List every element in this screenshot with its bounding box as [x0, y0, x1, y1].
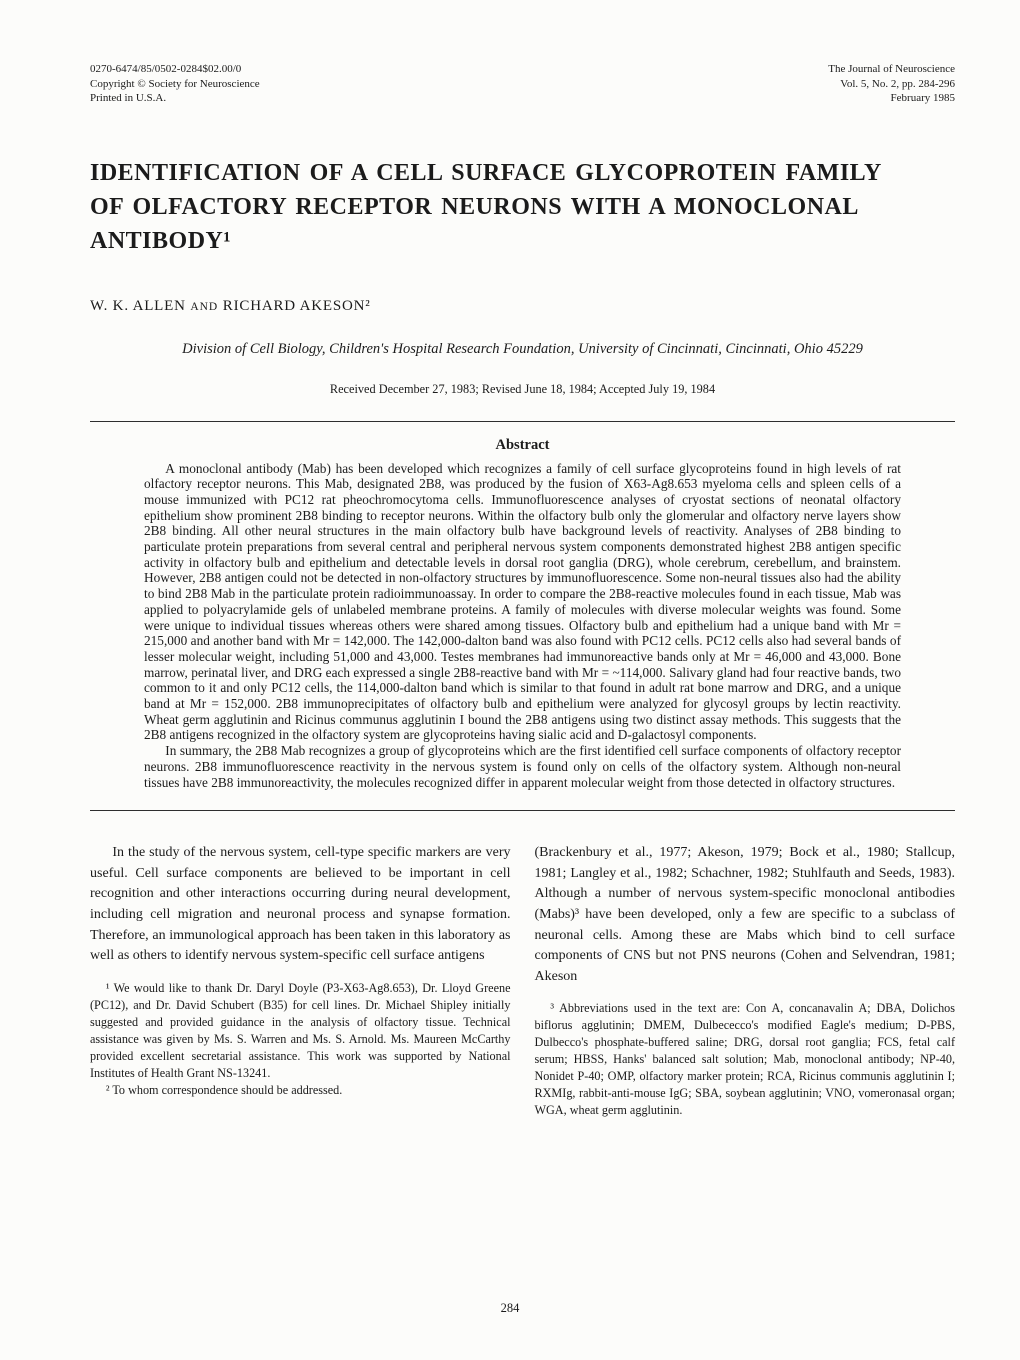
received-dates-line: Received December 27, 1983; Revised June 18, 1984; Accepted July 19, 1984	[329, 381, 716, 396]
body-column-left	[90, 843, 511, 1119]
journal-volume: Vol. 5, No. 2, pp. 284-296	[840, 77, 955, 90]
article-title	[90, 156, 955, 258]
body-column-right	[535, 843, 956, 1119]
abstract-section	[90, 461, 955, 791]
authors-connector: AND	[190, 300, 219, 313]
affiliation-line: Division of Cell Biology, Children's Hospital Research Foundation, University of Cincinnati, Cincinnati, Ohio 45229	[182, 340, 863, 357]
copyright-notice: Copyright © Society for Neuroscience	[90, 77, 260, 90]
footnotes-right	[535, 1000, 956, 1119]
author-first: W. K. ALLEN	[90, 297, 186, 314]
footnote-2: ² To whom correspondence should be addressed.	[105, 1082, 343, 1097]
body-paragraph-right: (Brackenbury et al., 1977; Akeson, 1979; Bock et al., 1980; Stallcup, 1981; Langley et al., 1982; Schachner, 1982; Stuhlfauth and Seeds, 1983). Although a number of nervous system-specific monoclonal antibodies (Mabs)³ have been developed, only a few are specific to a subclass of neuronal cells. Among these are Mabs which bind to cell surface components of CNS but not PNS neurons (Cohen and Selvendran, 1981; Akeson	[534, 845, 955, 984]
page-header	[90, 62, 955, 106]
footnote-3: ³ Abbreviations used in the text are: Con A, concanavalin A; DBA, Dolichos biflorus agglutinin; DMEM, Dulbececco's modified Eagle's medium; D-PBS, Dulbecco's phosphate-buffered saline; DRG, dorsal root ganglia; FCS, fetal calf serum; HBSS, Hanks' balanced salt solution; Mab, monoclonal antibody; NP-40, Nonidet P-40; OMP, olfactory marker protein; RCA, Ricinus communis agglutinin I; RXMIg, rabbit-anti-mouse IgG; SBA, soybean agglutinin; VNO, vomeronasal organ; WGA, wheat germ agglutinin.	[534, 1001, 955, 1118]
page-number: 284	[500, 1301, 520, 1315]
journal-name: The Journal of Neuroscience	[828, 63, 955, 75]
header-right-block	[828, 62, 955, 106]
issn-code: 0270-6474/85/0502-0284$02.00/0	[90, 63, 242, 75]
footnotes-left	[90, 980, 511, 1099]
divider-below-abstract	[90, 810, 955, 811]
journal-issue-date: February 1985	[890, 92, 955, 104]
header-left-block	[90, 62, 260, 106]
footnote-1: ¹ We would like to thank Dr. Daryl Doyle (P3-X63-Ag8.653), Dr. Lloyd Greene (PC12), and Dr. David Schubert (B35) for cell lines. Dr. Michael Shipley initially suggested and provided guidance in the analysis of olfactory tissue. Technical assistance was given by Ms. S. Warren and Ms. S. Arnold. Ms. Maureen McCarthy provided excellent secretarial assistance. This work was supported by National Institutes of Health Grant NS-13241.	[90, 980, 511, 1080]
author-second: RICHARD AKESON²	[222, 297, 371, 314]
printed-notice: Printed in U.S.A.	[90, 92, 167, 104]
body-paragraph-left: In the study of the nervous system, cell-type specific markers are very useful. Cell surface components are believed to be important in cell recognition and other interactions occurring during neural development, including cell migration and neuronal process and synapse formation. Therefore, an immunological approach has been taken in this laboratory as well as others to identify nervous system-specific cell surface antigens	[90, 845, 511, 964]
divider-above-abstract	[90, 421, 955, 422]
abstract-paragraph-1: A monoclonal antibody (Mab) has been developed which recognizes a family of cell surface glycoproteins found in high levels of rat olfactory receptor neurons. This Mab, designated 2B8, was produced by the fusion of X63-Ag8.653 myeloma cells and spleen cells of a mouse immunized with PC12 rat pheochromocytoma cells. Immunofluorescence analyses of cryostat sections of neonatal olfactory epithelium show prominent 2B8 binding to receptor neurons. Within the olfactory bulb only the glomerular and olfactory nerve layers show 2B8 binding. All other neural structures in the main olfactory bulb have background levels of reactivity. Analyses of 2B8 binding to particulate protein preparations from several central and peripheral nervous system components demonstrated highest 2B8 antigen specific activity in olfactory bulb and epithelium and detectable levels in dorsal root ganglia (DRG), whole cerebrum, cerebellum, and brainstem. However, 2B8 antigen could not be detected in non-olfactory structures by immunofluorescence. Some non-neural tissues also had the ability to bind 2B8 Mab in the particulate protein radioimmunoassay. In order to compare the 2B8-reactive molecules found in each tissue, Mab was applied to polyacrylamide gels of unlabeled membrane proteins. A family of molecules with diverse molecular weights was found. Some were unique to individual tissues whereas others were shared among tissues. Olfactory bulb and epithelium had a unique band with Mr = 215,000 and another band with Mr = 142,000. The 142,000-dalton band was also found with PC12 cells. PC12 cells also had several bands of lesser molecular weight, including 51,000 and 43,000. Testes membranes had immunoreactive bands only at Mr = 46,000 and 43,000. Bone marrow, perinatal liver, and DRG each expressed a single 2B8-reactive band with Mr = ~114,000. Salivary gland had four reactive bands, two common to it and only PC12 cells, the 114,000-dalton band which is similar to that found in adult rat bone marrow and DRG, and a unique band at Mr = 152,000. 2B8 immunoprecipitates of olfactory bulb and epithelium were analyzed for glycosyl groups by lectin reactivity. Wheat germ agglutinin and Ricinus communus agglutinin I bound the 2B8 antigens using two distinct assay methods. This suggests that the 2B8 antigens recognized in the olfactory system are glycoproteins having sialic acid and D-galactosyl components.	[144, 460, 901, 743]
abstract-paragraph-2: In summary, the 2B8 Mab recognizes a group of glycoproteins which are the first identified cell surface components of olfactory receptor neurons. 2B8 immunofluorescence reactivity in the nervous system is found only on cells of the olfactory system. Although non-neural tissues have 2B8 immunoreactivity, the molecules recognized differ in apparent molecular weight from those detected in olfactory structures.	[144, 743, 901, 790]
body-columns	[90, 843, 955, 1119]
authors-line	[90, 298, 955, 315]
article-title-line-2: OF OLFACTORY RECEPTOR NEURONS WITH A MONOCLONAL	[90, 193, 859, 220]
article-title-line-3: ANTIBODY¹	[90, 227, 232, 254]
abstract-heading: Abstract	[495, 436, 550, 453]
article-title-line-1: IDENTIFICATION OF A CELL SURFACE GLYCOPROTEIN FAMILY	[90, 159, 882, 186]
